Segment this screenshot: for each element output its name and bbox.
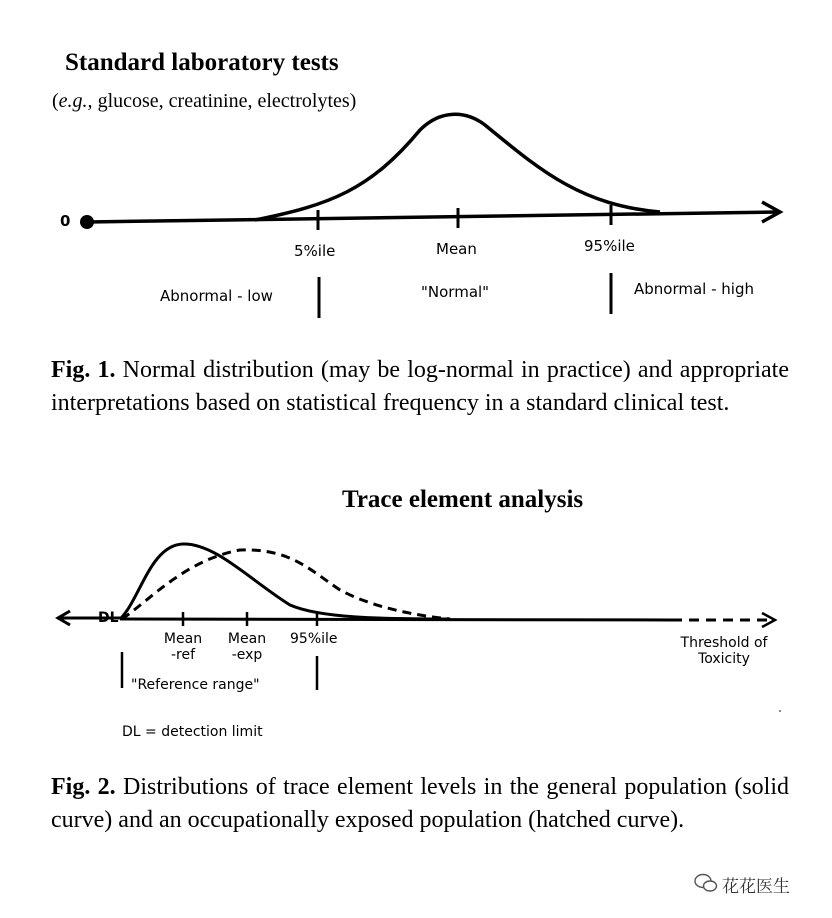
threshold-line2: Toxicity — [698, 651, 750, 667]
figure2-caption-text: Distributions of trace element levels in the general population (solid curve) and an occupationally exposed population (hatched curve). — [51, 774, 790, 833]
normal-distribution-curve — [255, 114, 660, 220]
exposed-population-curve — [122, 550, 450, 619]
figure2-caption — [51, 771, 789, 837]
figure1-caption-label: Fig. 1. — [51, 357, 116, 383]
tick-label-mean-exp — [222, 631, 272, 663]
tick-label-95pct-fig2: 95%ile — [290, 631, 338, 647]
threshold-line1: Threshold of — [680, 635, 768, 651]
threshold-of-toxicity-label — [672, 635, 776, 667]
tick-label-5pct: 5%ile — [294, 242, 336, 260]
region-normal: "Normal" — [421, 283, 490, 301]
tick-label-mean: Mean — [436, 240, 477, 258]
figure1-caption — [51, 354, 789, 420]
region-abnormal-low: Abnormal - low — [160, 287, 273, 305]
wechat-icon — [694, 872, 718, 894]
tick-label-mean-ref — [158, 631, 208, 663]
figure1-x-axis — [87, 212, 778, 222]
detection-limit-note: DL = detection limit — [122, 724, 263, 740]
region-abnormal-high: Abnormal - high — [634, 280, 754, 298]
mean-exp-line2: -exp — [231, 647, 263, 663]
tick-label-95pct: 95%ile — [584, 237, 635, 255]
mean-ref-line1: Mean — [163, 631, 203, 647]
mean-ref-line2: -ref — [170, 647, 196, 663]
subtitle-eg: e.g., — [58, 90, 93, 112]
figure1-caption-text: Normal distribution (may be log-normal in practice) and appropriate interpretations based on statistical frequency in a standard clinical test. — [51, 357, 789, 416]
figure1-title: Standard laboratory tests — [65, 49, 339, 76]
reference-range-label: "Reference range" — [131, 677, 260, 693]
mean-exp-line1: Mean — [227, 631, 267, 647]
figure2-title: Trace element analysis — [342, 486, 584, 513]
figure2-caption-label: Fig. 2. — [51, 774, 116, 800]
subtitle-rest: glucose, creatinine, electrolytes) — [92, 90, 357, 112]
subtitle-open-paren: ( — [52, 90, 59, 112]
stray-dot — [779, 710, 781, 712]
detection-limit-label: DL — [98, 610, 119, 626]
watermark-text: 花花医生 — [722, 877, 790, 897]
origin-label: 0 — [60, 212, 71, 230]
